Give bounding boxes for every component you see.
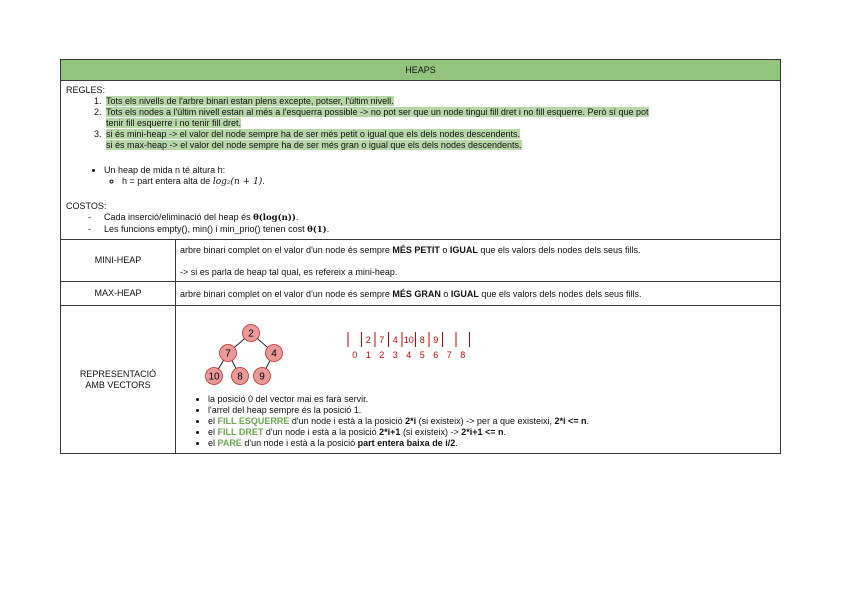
rule-text: tenir fill esquerre i no tenir fill dret. xyxy=(106,118,242,128)
repr-text: el xyxy=(208,416,218,426)
tree-node-label: 10 xyxy=(208,371,220,383)
rule-text: Tots els nivells de l'arbre binari estan plens excepte, potser, l'últim nivell. xyxy=(106,96,394,106)
cost-formula: θ(log(n)) xyxy=(253,213,296,223)
repr-bold: 2*i+1 <= n xyxy=(461,427,504,437)
def-bold: MÉS PETIT xyxy=(392,245,440,255)
rule-3 xyxy=(104,129,775,151)
vector-cell-value: 4 xyxy=(392,335,398,345)
rules-section xyxy=(61,81,781,240)
vector-index: 1 xyxy=(365,350,371,360)
heaps-table xyxy=(60,59,781,454)
repr-text: (si existeix) -> xyxy=(400,427,462,437)
tree-node xyxy=(232,368,249,385)
tree-node-label: 7 xyxy=(225,348,231,360)
repr-text: d'un node i està a la posició xyxy=(263,427,380,437)
vector-cell-value: 8 xyxy=(419,335,425,345)
rules-row xyxy=(61,81,781,240)
vector-cell-value: 9 xyxy=(433,335,439,345)
vector-index: 8 xyxy=(460,350,466,360)
tree-node xyxy=(254,368,271,385)
heap-diagram xyxy=(180,306,500,394)
def-bold: IGUAL xyxy=(450,289,479,299)
representation-list xyxy=(180,394,776,449)
repr-text: la posició 0 del vector mai es farà servir. xyxy=(208,394,369,404)
def-text: o xyxy=(439,245,450,255)
tree-node xyxy=(266,345,283,362)
repr-green: PARE xyxy=(217,438,242,448)
tree-node-label: 4 xyxy=(271,348,277,360)
def-text: que els valors dels nodes dels seus fills. xyxy=(478,289,642,299)
rules-label: REGLES: xyxy=(66,85,106,95)
mini-heap-note: -> si es parla de heap tal qual, es refereix a mini-heap. xyxy=(180,267,398,277)
height-list xyxy=(66,165,775,188)
vector-index: 4 xyxy=(406,350,412,360)
repr-green: FILL DRET xyxy=(217,427,264,437)
repr-text: d'un node i està a la posició xyxy=(241,438,358,448)
repr-bullet xyxy=(208,394,776,405)
repr-bold: part entera baixa de i/2 xyxy=(357,438,456,448)
cost-formula: θ(1) xyxy=(307,225,327,235)
rule-text: Tots els nodes a l'últim nivell estan al més a l'esquerra possible -> no pot ser que un node tingui fill dret i no fill esquerre. Però sí que pot xyxy=(106,107,649,117)
def-text: arbre binari complet on el valor d'un node és sempre xyxy=(180,289,393,299)
max-heap-definition xyxy=(176,282,781,306)
costs-list xyxy=(66,212,775,236)
tree-node xyxy=(220,345,237,362)
cost-end: . xyxy=(295,212,299,222)
cost-text: Cada inserció/eliminació del heap és xyxy=(104,212,254,222)
height-end: . xyxy=(262,176,265,186)
representation-content xyxy=(176,306,781,454)
tree-node-label: 9 xyxy=(259,371,265,383)
repr-text: . xyxy=(503,427,506,437)
vector-cell-value: 10 xyxy=(403,335,414,345)
vector-index: 3 xyxy=(392,350,398,360)
repr-text: l'arrel del heap sempre és la posició 1. xyxy=(208,405,362,415)
mini-heap-definition xyxy=(176,240,781,282)
tree-node xyxy=(206,368,223,385)
rules-list xyxy=(66,96,775,151)
repr-bullet xyxy=(208,405,776,416)
repr-text: d'un node i està a la posició xyxy=(289,416,406,426)
def-text: o xyxy=(440,289,451,299)
height-text: Un heap de mida n té altura h: xyxy=(104,165,226,175)
tree-node xyxy=(243,325,260,342)
height-bullet xyxy=(104,165,775,188)
repr-bullet-parent xyxy=(208,438,776,449)
heap-tree xyxy=(206,325,283,385)
vector-index: 5 xyxy=(419,350,425,360)
rule-text: si és max-heap -> el valor del node sempre ha de ser més gran o igual que els dels nodes descendents. xyxy=(106,140,522,150)
rule-1 xyxy=(104,96,775,107)
vector-cell-value: 2 xyxy=(365,335,371,345)
rule-text: si és mini-heap -> el valor del node sempre ha de ser més petit o igual que els dels nodes descendents. xyxy=(106,129,520,139)
repr-bold: 2*i <= n xyxy=(554,416,587,426)
repr-text: (si existeix) -> per a que existeixi, xyxy=(416,416,555,426)
def-bold: IGUAL xyxy=(449,245,478,255)
rule-2 xyxy=(104,107,775,129)
repr-green: FILL ESQUERRE xyxy=(217,416,290,426)
def-bold: MÉS GRAN xyxy=(392,289,441,299)
tree-node-label: 8 xyxy=(237,371,243,383)
repr-bullet-right-child xyxy=(208,427,776,438)
table-title: HEAPS xyxy=(61,60,781,81)
height-sub-bullet xyxy=(122,176,775,188)
costs-label: COSTOS: xyxy=(66,201,107,211)
repr-label-line: AMB VECTORS xyxy=(85,379,151,390)
representation-row xyxy=(61,306,781,454)
vector-index: 6 xyxy=(433,350,439,360)
representation-label xyxy=(61,306,176,454)
mini-heap-row xyxy=(61,240,781,282)
vector-index: 7 xyxy=(446,350,452,360)
repr-label-line: REPRESENTACIÓ xyxy=(79,368,157,379)
repr-text: el xyxy=(208,438,218,448)
cost-end: . xyxy=(326,224,330,234)
vector-index: 2 xyxy=(379,350,385,360)
repr-text: . xyxy=(455,438,458,448)
vector-cell-value: 7 xyxy=(379,335,385,345)
tree-node-label: 2 xyxy=(248,328,254,340)
title-row xyxy=(61,60,781,81)
max-heap-label: MAX-HEAP xyxy=(61,282,176,306)
mini-heap-label: MINI-HEAP xyxy=(61,240,176,282)
cost-item-1 xyxy=(104,212,775,224)
height-formula: log₂(n + 1) xyxy=(212,177,263,187)
def-text: arbre binari complet on el valor d'un node és sempre xyxy=(180,245,393,255)
repr-bold: 2*i xyxy=(405,416,417,426)
heap-vector xyxy=(348,332,470,360)
repr-bullet-left-child xyxy=(208,416,776,427)
height-sub-text: h = part entera alta de xyxy=(122,176,213,186)
vector-index: 0 xyxy=(352,350,358,360)
cost-item-2 xyxy=(104,224,775,236)
repr-text: . xyxy=(586,416,590,426)
repr-text: el xyxy=(208,427,218,437)
cost-text: Les funcions empty(), min() i min_prio() tenen cost xyxy=(104,224,308,234)
def-text: que els valors dels nodes dels seus fills. xyxy=(477,245,641,255)
max-heap-row xyxy=(61,282,781,306)
repr-bold: 2*i+1 xyxy=(379,427,401,437)
